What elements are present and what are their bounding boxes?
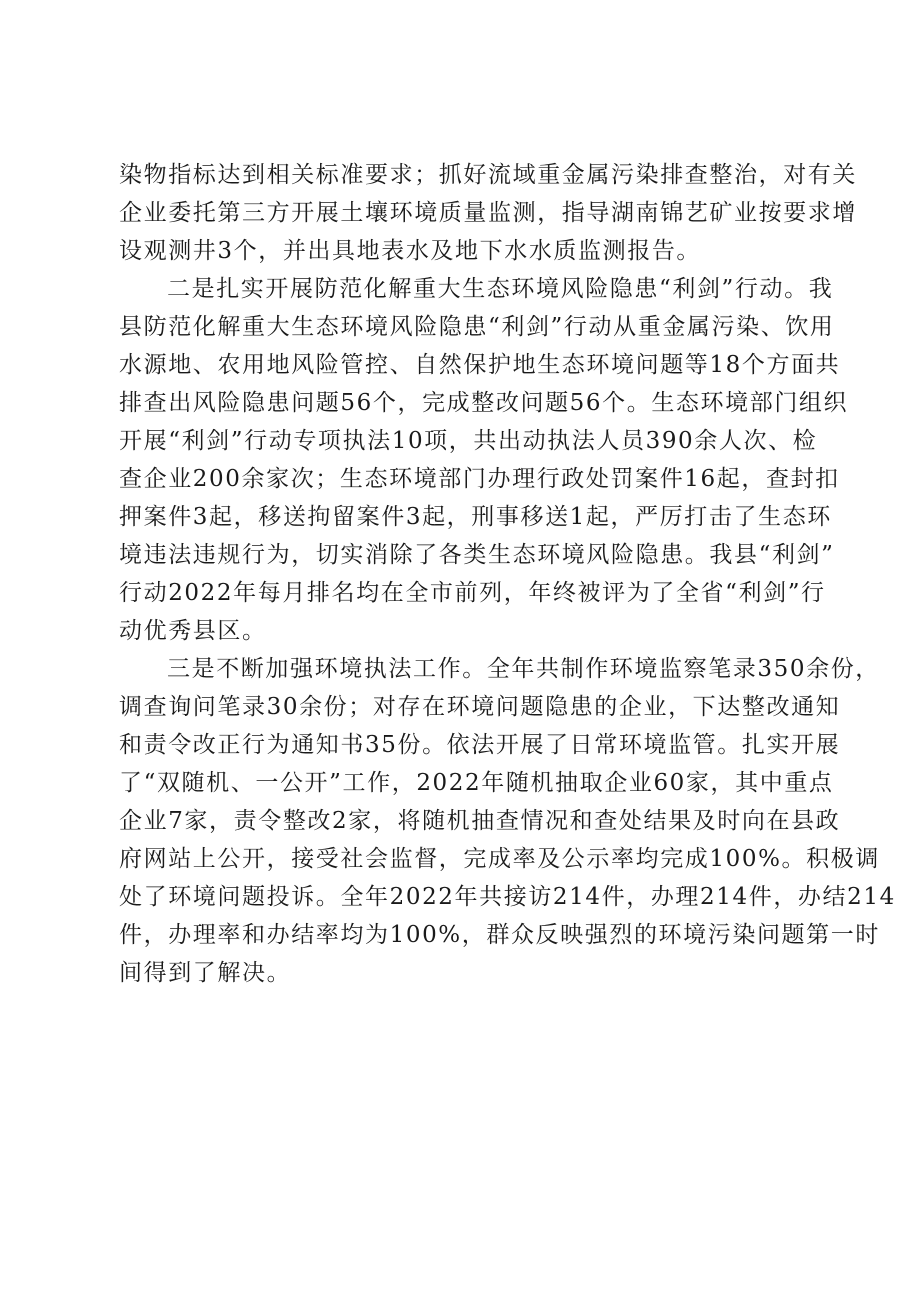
text-line: 染物指标达到相关标准要求；抓好流域重金属污染排查整治，对有关 — [119, 162, 857, 188]
paragraph-1 — [119, 156, 857, 270]
text-line: 设观测井3个，并出具地表水及地下水水质监测报告。 — [119, 238, 702, 264]
text-line: 排查出风险隐患问题56个，完成整改问题56个。生态环境部门组织 — [119, 390, 849, 416]
text-line: 企业7家，责令整改2家，将随机抽查情况和查处结果及时向在县政 — [119, 808, 841, 834]
text-line: 动优秀县区。 — [119, 618, 267, 644]
text-line: 行动2022年每月排名均在全市前列，年终被评为了全省“利剑”行 — [119, 580, 826, 606]
text-line: 押案件3起，移送拘留案件3起，刑事移送1起，严厉打击了生态环 — [119, 504, 832, 530]
text-line: 了“双随机、一公开”工作，2022年随机抽取企业60家，其中重点 — [119, 770, 834, 796]
paragraph-2 — [119, 270, 849, 650]
text-line: 水源地、农用地风险管控、自然保护地生态环境问题等18个方面共 — [119, 352, 841, 378]
text-line: 间得到了解决。 — [119, 960, 292, 986]
text-line: 件，办理率和办结率均为100%，群众反映强烈的环境污染问题第一时 — [119, 922, 880, 948]
text-line: 三是不断加强环境执法工作。全年共制作环境监察笔录350余份， — [167, 656, 880, 682]
text-line: 处了环境问题投诉。全年2022年共接访214件，办理214件，办结214 — [119, 884, 896, 910]
text-line: 府网站上公开，接受社会监督，完成率及公示率均完成100%。积极调 — [119, 846, 880, 872]
text-line: 二是扎实开展防范化解重大生态环境风险隐患“利剑”行动。我 — [167, 276, 834, 302]
text-line: 县防范化解重大生态环境风险隐患“利剑”行动从重金属污染、饮用 — [119, 314, 835, 340]
paragraph-3 — [119, 650, 896, 992]
text-line: 调查询问笔录30余份；对存在环境问题隐患的企业，下达整改通知 — [119, 694, 841, 720]
text-line: 开展“利剑”行动专项执法10项，共出动执法人员390余人次、检 — [119, 428, 818, 454]
text-line: 企业委托第三方开展土壤环境质量监测，指导湖南锦艺矿业按要求增 — [119, 200, 857, 226]
text-line: 查企业200余家次；生态环境部门办理行政处罚案件16起，查封扣 — [119, 466, 840, 492]
text-line: 境违法违规行为，切实消除了各类生态环境风险隐患。我县“利剑” — [119, 542, 835, 568]
document-body — [119, 156, 896, 992]
text-line: 和责令改正行为通知书35份。依法开展了日常环境监管。扎实开展 — [119, 732, 841, 758]
